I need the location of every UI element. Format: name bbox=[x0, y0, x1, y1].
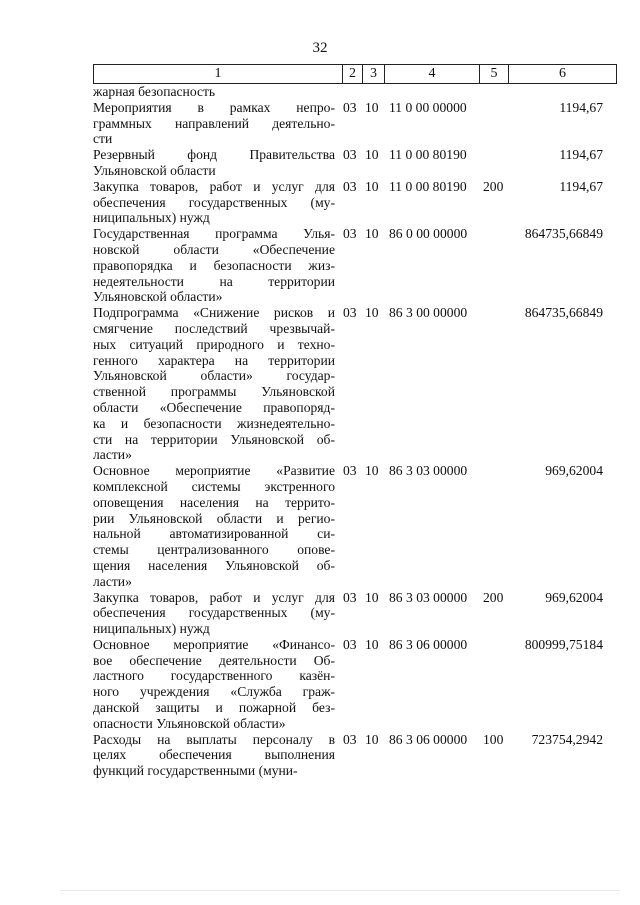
row-amount: 969,62004 bbox=[545, 463, 603, 479]
table-row bbox=[93, 147, 623, 179]
description-line: Резервный фонд Правительства bbox=[93, 147, 335, 163]
table-row bbox=[93, 732, 623, 779]
row-amount: 969,62004 bbox=[545, 589, 603, 605]
row-section-code: 03 bbox=[343, 178, 357, 194]
row-section-code: 03 bbox=[343, 147, 357, 163]
description-line: ного учреждения «Служба граж- bbox=[93, 684, 335, 700]
description-line: Ульяновской области bbox=[93, 162, 216, 178]
row-description bbox=[93, 226, 335, 305]
scan-artifact bbox=[60, 890, 620, 891]
row-amount: 864735,66849 bbox=[524, 305, 603, 321]
description-line: Ульяновской области» государ- bbox=[93, 368, 335, 384]
description-line: Подпрограмма «Снижение рисков и bbox=[93, 305, 335, 321]
description-line: Расходы на выплаты персоналу в bbox=[93, 731, 335, 747]
row-section-code: 03 bbox=[343, 589, 357, 605]
row-section-code: 03 bbox=[343, 731, 357, 747]
table-row bbox=[93, 590, 623, 637]
row-subsection-code: 10 bbox=[365, 147, 379, 163]
row-target-code: 11 0 00 80190 bbox=[389, 147, 467, 163]
description-line: Ульяновской области» bbox=[93, 289, 223, 305]
description-line: ластного государственного казён- bbox=[93, 668, 335, 684]
description-line: обеспечения государственных (му- bbox=[93, 194, 335, 210]
description-line: граммных направлений деятельно- bbox=[93, 115, 335, 131]
description-line: щения населения Ульяновской об- bbox=[93, 557, 335, 573]
description-line: вое обеспечение деятельности Об- bbox=[93, 652, 335, 668]
header-col-4: 4 bbox=[385, 65, 480, 84]
row-section-code: 03 bbox=[343, 305, 357, 321]
header-col-6: 6 bbox=[509, 65, 617, 84]
description-line: правопорядка и безопасности жиз- bbox=[93, 257, 335, 273]
row-amount: 800999,75184 bbox=[524, 636, 603, 652]
page-number: 32 bbox=[312, 40, 328, 56]
row-expense-type: 100 bbox=[483, 731, 504, 747]
description-line: сти на территории Ульяновской об- bbox=[93, 431, 335, 447]
header-col-5: 5 bbox=[480, 65, 509, 84]
description-line: ных ситуаций природного и техно- bbox=[93, 336, 335, 352]
table-header bbox=[93, 64, 617, 84]
row-section-code: 03 bbox=[343, 99, 357, 115]
row-target-code: 11 0 00 00000 bbox=[389, 99, 467, 115]
description-line: жарная безопасность bbox=[93, 84, 216, 99]
row-subsection-code: 10 bbox=[365, 178, 379, 194]
description-line: ниципальных) нужд bbox=[93, 210, 210, 226]
description-line: новской области «Обеспечение bbox=[93, 241, 335, 257]
row-target-code: 86 3 03 00000 bbox=[389, 463, 468, 479]
description-line: недеятельности на территории bbox=[93, 273, 335, 289]
row-section-code: 03 bbox=[343, 636, 357, 652]
description-line: ка и безопасности жизнедеятельно- bbox=[93, 415, 335, 431]
row-subsection-code: 10 bbox=[365, 226, 379, 242]
row-description bbox=[93, 100, 335, 147]
row-subsection-code: 10 bbox=[365, 463, 379, 479]
description-line: Мероприятия в рамках непро- bbox=[93, 99, 335, 115]
row-target-code: 86 3 06 00000 bbox=[389, 636, 468, 652]
row-description bbox=[93, 147, 335, 179]
table-row bbox=[93, 463, 623, 589]
description-line: Основное мероприятие «Финансо- bbox=[93, 636, 335, 652]
description-line: функций государственными (муни- bbox=[93, 763, 298, 779]
description-line: комплексной системы экстренного bbox=[93, 478, 335, 494]
row-amount: 1194,67 bbox=[559, 99, 603, 115]
row-description bbox=[93, 590, 335, 637]
description-line: ласти» bbox=[93, 447, 132, 463]
row-section-code: 03 bbox=[343, 463, 357, 479]
row-target-code: 86 0 00 00000 bbox=[389, 226, 468, 242]
row-amount: 1194,67 bbox=[559, 178, 603, 194]
row-expense-type: 200 bbox=[483, 589, 504, 605]
row-target-code: 11 0 00 80190 bbox=[389, 178, 467, 194]
description-line: генного характера на территории bbox=[93, 352, 335, 368]
row-amount: 1194,67 bbox=[559, 147, 603, 163]
table-row bbox=[93, 226, 623, 305]
table-row bbox=[93, 84, 623, 100]
description-line: Закупка товаров, работ и услуг для bbox=[93, 589, 335, 605]
description-line: оповещения населения на террито- bbox=[93, 494, 335, 510]
row-description bbox=[93, 84, 335, 100]
description-line: данской защиты и пожарной без- bbox=[93, 700, 335, 716]
description-line: ласти» bbox=[93, 573, 132, 589]
description-line: Основное мероприятие «Развитие bbox=[93, 463, 335, 479]
row-subsection-code: 10 bbox=[365, 589, 379, 605]
row-target-code: 86 3 03 00000 bbox=[389, 589, 468, 605]
description-line: Государственная программа Улья- bbox=[93, 226, 335, 242]
row-description bbox=[93, 305, 335, 463]
row-subsection-code: 10 bbox=[365, 731, 379, 747]
description-line: ственной программы Ульяновской bbox=[93, 384, 335, 400]
row-subsection-code: 10 bbox=[365, 99, 379, 115]
row-amount: 864735,66849 bbox=[524, 226, 603, 242]
row-description bbox=[93, 732, 335, 779]
table-row bbox=[93, 179, 623, 226]
description-line: нальной автоматизированной си- bbox=[93, 526, 335, 542]
description-line: обеспечения государственных (му- bbox=[93, 605, 335, 621]
description-line: Закупка товаров, работ и услуг для bbox=[93, 178, 335, 194]
row-section-code: 03 bbox=[343, 226, 357, 242]
description-line: стемы централизованного опове- bbox=[93, 542, 335, 558]
description-line: ниципальных) нужд bbox=[93, 621, 210, 637]
description-line: рии Ульяновской области и регио- bbox=[93, 510, 335, 526]
row-expense-type: 200 bbox=[483, 178, 504, 194]
description-line: целях обеспечения выполнения bbox=[93, 747, 335, 763]
row-subsection-code: 10 bbox=[365, 636, 379, 652]
description-line: смягчение последствий чрезвычай- bbox=[93, 320, 335, 336]
table-row bbox=[93, 637, 623, 732]
row-target-code: 86 3 00 00000 bbox=[389, 305, 468, 321]
description-line: сти bbox=[93, 131, 113, 147]
header-col-2: 2 bbox=[343, 65, 363, 84]
row-subsection-code: 10 bbox=[365, 305, 379, 321]
row-description bbox=[93, 179, 335, 226]
row-target-code: 86 3 06 00000 bbox=[389, 731, 468, 747]
description-line: опасности Ульяновской области» bbox=[93, 715, 286, 731]
row-description bbox=[93, 463, 335, 589]
table-body bbox=[93, 84, 623, 779]
table-row bbox=[93, 100, 623, 147]
description-line: области «Обеспечение правопоряд- bbox=[93, 399, 335, 415]
header-col-1: 1 bbox=[94, 65, 343, 84]
header-col-3: 3 bbox=[363, 65, 385, 84]
row-description bbox=[93, 637, 335, 732]
table-row bbox=[93, 305, 623, 463]
row-amount: 723754,2942 bbox=[531, 731, 603, 747]
